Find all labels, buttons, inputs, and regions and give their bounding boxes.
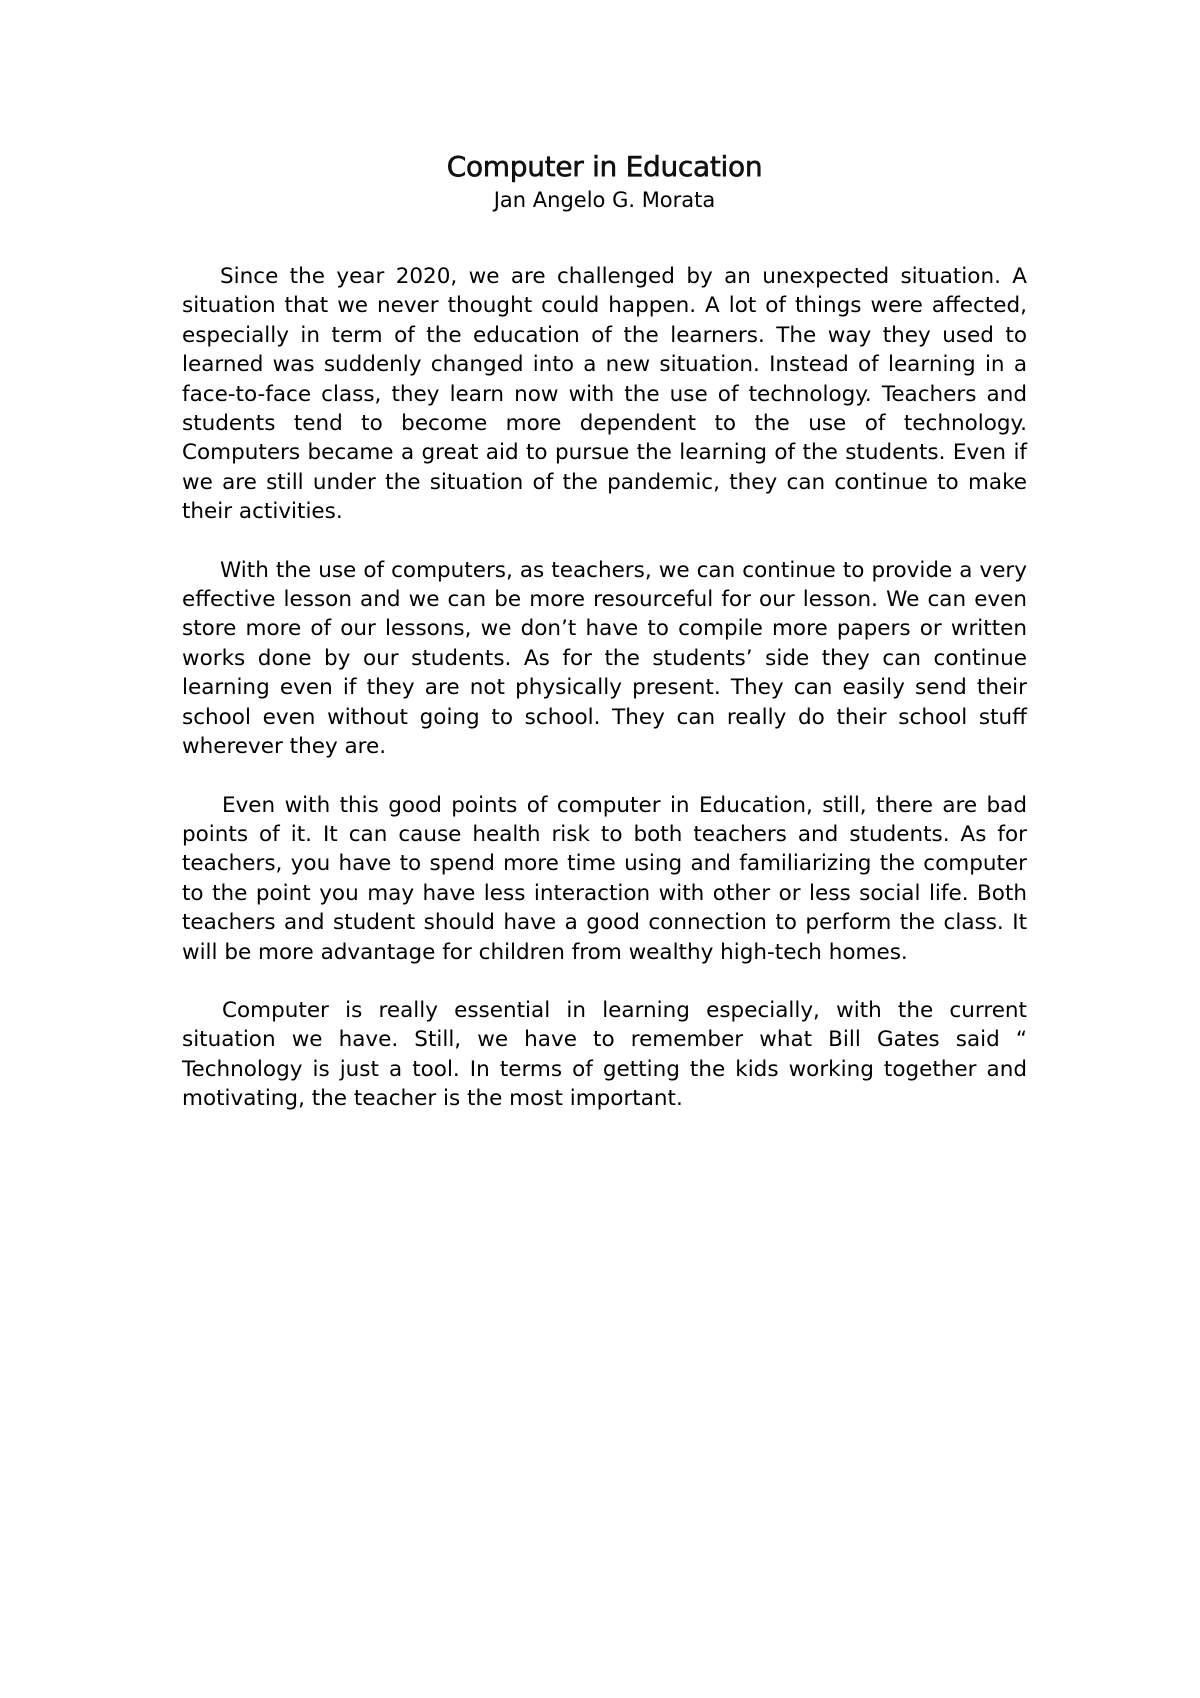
paragraph-3: Even with this good points of computer in Education, still, there are bad points of it. It can cause health risk to both teachers and students. As for teachers, you have to spend more time using and familiarizing the computer to the point you may have less interaction with other or less social life. Both teachers and student should have a good connection to perform the class. It will be more advantage for children from wealthy high-tech homes.	[182, 792, 1027, 965]
paragraph-4: Computer is really essential in learning especially, with the current situation we have. Still, we have to remember what Bill Gates said “ Technology is just a tool. In terms of getting the kids working together and motivating, the teacher is the most important.	[182, 997, 1027, 1112]
paragraph-2: With the use of computers, as teachers, we can continue to provide a very effective lesson and we can be more resourceful for our lesson. We can even store more of our lessons, we don’t have to compile more papers or written works done by our students. As for the students’ side they can continue learning even if they are not physically present. They can easily send their school even without going to school. They can really do their school stuff wherever they are.	[182, 557, 1027, 760]
document-author: Jan Angelo G. Morata	[493, 188, 716, 212]
paragraph-1: Since the year 2020, we are challenged by an unexpected situation. A situation that we never thought could happen. A lot of things were affected, especially in term of the education of the learners. The way they used to learned was suddenly changed into a new situation. Instead of learning in a face-to-face class, they learn now with the use of technology. Teachers and students tend to become more dependent to the use of technology. Computers became a great aid to pursue the learning of the students. Even if we are still under the situation of the pandemic, they can continue to make their activities.	[182, 264, 1027, 525]
document-body	[182, 150, 1027, 1114]
document-title: Computer in Education	[446, 150, 763, 183]
